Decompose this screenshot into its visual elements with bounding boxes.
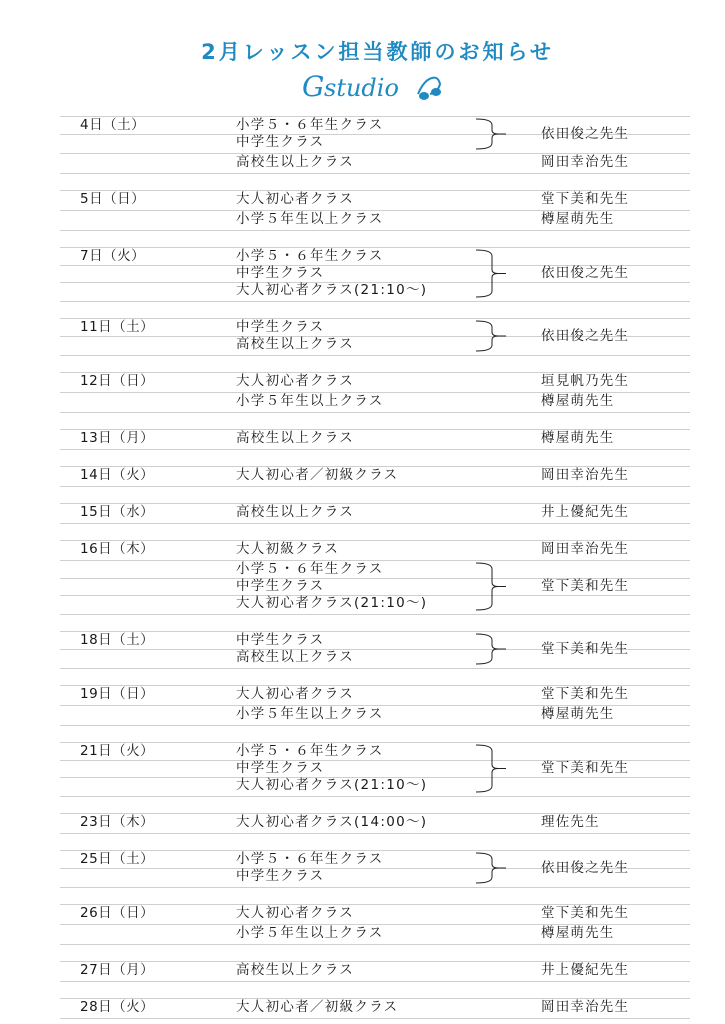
ruled-line bbox=[60, 449, 690, 450]
class-name: 大人初級クラス bbox=[236, 541, 340, 557]
ruled-line bbox=[60, 887, 690, 888]
teacher-name: 樽屋萌先生 bbox=[541, 430, 615, 446]
lesson-date: 11日（土） bbox=[80, 319, 155, 335]
class-name: 高校生以上クラス bbox=[236, 336, 354, 352]
lesson-date: 28日（火） bbox=[80, 999, 155, 1015]
ruled-line bbox=[60, 981, 690, 982]
class-name: 高校生以上クラス bbox=[236, 430, 354, 446]
ruled-line bbox=[60, 486, 690, 487]
teacher-name: 岡田幸治先生 bbox=[541, 154, 630, 170]
class-name: 小学５・６年生クラス bbox=[236, 851, 384, 867]
teacher-name: 樽屋萌先生 bbox=[541, 393, 615, 409]
teacher-name: 井上優紀先生 bbox=[541, 962, 630, 978]
teacher-name: 樽屋萌先生 bbox=[541, 706, 615, 722]
ruled-line bbox=[60, 412, 690, 413]
bracket-icon bbox=[474, 319, 506, 353]
class-name: 高校生以上クラス bbox=[236, 649, 354, 665]
class-name: 大人初心者クラス bbox=[236, 686, 354, 702]
class-name: 小学５年生以上クラス bbox=[236, 925, 384, 941]
lesson-date: 12日（日） bbox=[80, 373, 155, 389]
lesson-date: 18日（土） bbox=[80, 632, 155, 648]
page-title: 2月レッスン担当教師のお知らせ bbox=[201, 40, 554, 64]
lesson-date: 23日（木） bbox=[80, 814, 155, 830]
ruled-line bbox=[60, 668, 690, 669]
class-name: 大人初心者クラス bbox=[236, 373, 354, 389]
ruled-line bbox=[60, 725, 690, 726]
logo-text: studio bbox=[324, 74, 399, 102]
class-name: 中学生クラス bbox=[236, 134, 325, 150]
class-name: 大人初心者クラス bbox=[236, 905, 354, 921]
ruled-line bbox=[60, 355, 690, 356]
class-name: 中学生クラス bbox=[236, 265, 325, 281]
teacher-name: 樽屋萌先生 bbox=[541, 925, 615, 941]
teacher-name: 堂下美和先生 bbox=[541, 640, 630, 657]
class-name: 大人初心者クラス(21:10～) bbox=[236, 595, 428, 611]
bracket-icon bbox=[474, 117, 506, 151]
ruled-line bbox=[60, 796, 690, 797]
lesson-date: 5日（日） bbox=[80, 191, 146, 207]
bracket-icon bbox=[474, 632, 506, 666]
ruled-line bbox=[60, 614, 690, 615]
teacher-name: 依田俊之先生 bbox=[541, 859, 630, 876]
bracket-icon bbox=[474, 851, 506, 885]
teacher-name: 依田俊之先生 bbox=[541, 327, 630, 344]
bracket-icon bbox=[474, 248, 506, 299]
class-name: 中学生クラス bbox=[236, 868, 325, 884]
class-name: 中学生クラス bbox=[236, 760, 325, 776]
class-name: 小学５年生以上クラス bbox=[236, 393, 384, 409]
ruled-line bbox=[60, 173, 690, 174]
class-name: 大人初心者／初級クラス bbox=[236, 999, 399, 1015]
class-name: 小学５年生以上クラス bbox=[236, 211, 384, 227]
teacher-name: 堂下美和先生 bbox=[541, 686, 630, 702]
teacher-name: 樽屋萌先生 bbox=[541, 211, 615, 227]
class-name: 高校生以上クラス bbox=[236, 504, 354, 520]
ruled-line bbox=[60, 230, 690, 231]
lesson-date: 21日（火） bbox=[80, 743, 155, 759]
teacher-name: 堂下美和先生 bbox=[541, 760, 630, 776]
ruled-line bbox=[60, 944, 690, 945]
teacher-name: 依田俊之先生 bbox=[541, 125, 630, 142]
class-name: 小学５・６年生クラス bbox=[236, 743, 384, 759]
class-name: 小学５・６年生クラス bbox=[236, 117, 384, 133]
class-name: 高校生以上クラス bbox=[236, 154, 354, 170]
class-name: 大人初心者クラス(21:10～) bbox=[236, 282, 428, 298]
lesson-date: 13日（月） bbox=[80, 430, 155, 446]
class-name: 小学５年生以上クラス bbox=[236, 706, 384, 722]
class-name: 大人初心者／初級クラス bbox=[236, 467, 399, 483]
teacher-name: 堂下美和先生 bbox=[541, 191, 630, 207]
class-name: 高校生以上クラス bbox=[236, 962, 354, 978]
class-name: 大人初心者クラス(21:10～) bbox=[236, 777, 428, 793]
lesson-date: 7日（火） bbox=[80, 248, 146, 264]
logo-initial: G bbox=[302, 70, 325, 103]
class-name: 中学生クラス bbox=[236, 578, 325, 594]
teacher-name: 垣見帆乃先生 bbox=[541, 373, 630, 389]
teacher-name: 堂下美和先生 bbox=[541, 905, 630, 921]
ruled-line bbox=[60, 301, 690, 302]
lesson-date: 15日（水） bbox=[80, 504, 155, 520]
teacher-name: 依田俊之先生 bbox=[541, 265, 630, 281]
lesson-date: 16日（木） bbox=[80, 541, 155, 557]
lesson-date: 14日（火） bbox=[80, 467, 155, 483]
bracket-icon bbox=[474, 561, 506, 612]
lesson-date: 19日（日） bbox=[80, 686, 155, 702]
lesson-date: 4日（土） bbox=[80, 117, 146, 133]
teacher-name: 岡田幸治先生 bbox=[541, 541, 630, 557]
class-name: 大人初心者クラス bbox=[236, 191, 354, 207]
ruled-line bbox=[60, 1018, 690, 1019]
lesson-date: 26日（日） bbox=[80, 905, 155, 921]
class-name: 小学５・６年生クラス bbox=[236, 561, 384, 577]
teacher-name: 岡田幸治先生 bbox=[541, 467, 630, 483]
class-name: 小学５・６年生クラス bbox=[236, 248, 384, 264]
class-name: 大人初心者クラス(14:00～) bbox=[236, 814, 428, 830]
lesson-date: 25日（土） bbox=[80, 851, 155, 867]
class-name: 中学生クラス bbox=[236, 632, 325, 648]
teacher-name: 堂下美和先生 bbox=[541, 578, 630, 594]
teacher-name: 理佐先生 bbox=[541, 814, 600, 830]
bracket-icon bbox=[474, 743, 506, 794]
ruled-line bbox=[60, 833, 690, 834]
ruled-line bbox=[60, 523, 690, 524]
teacher-name: 岡田幸治先生 bbox=[541, 999, 630, 1015]
class-name: 中学生クラス bbox=[236, 319, 325, 335]
lesson-date: 27日（月） bbox=[80, 962, 155, 978]
teacher-name: 井上優紀先生 bbox=[541, 504, 630, 520]
